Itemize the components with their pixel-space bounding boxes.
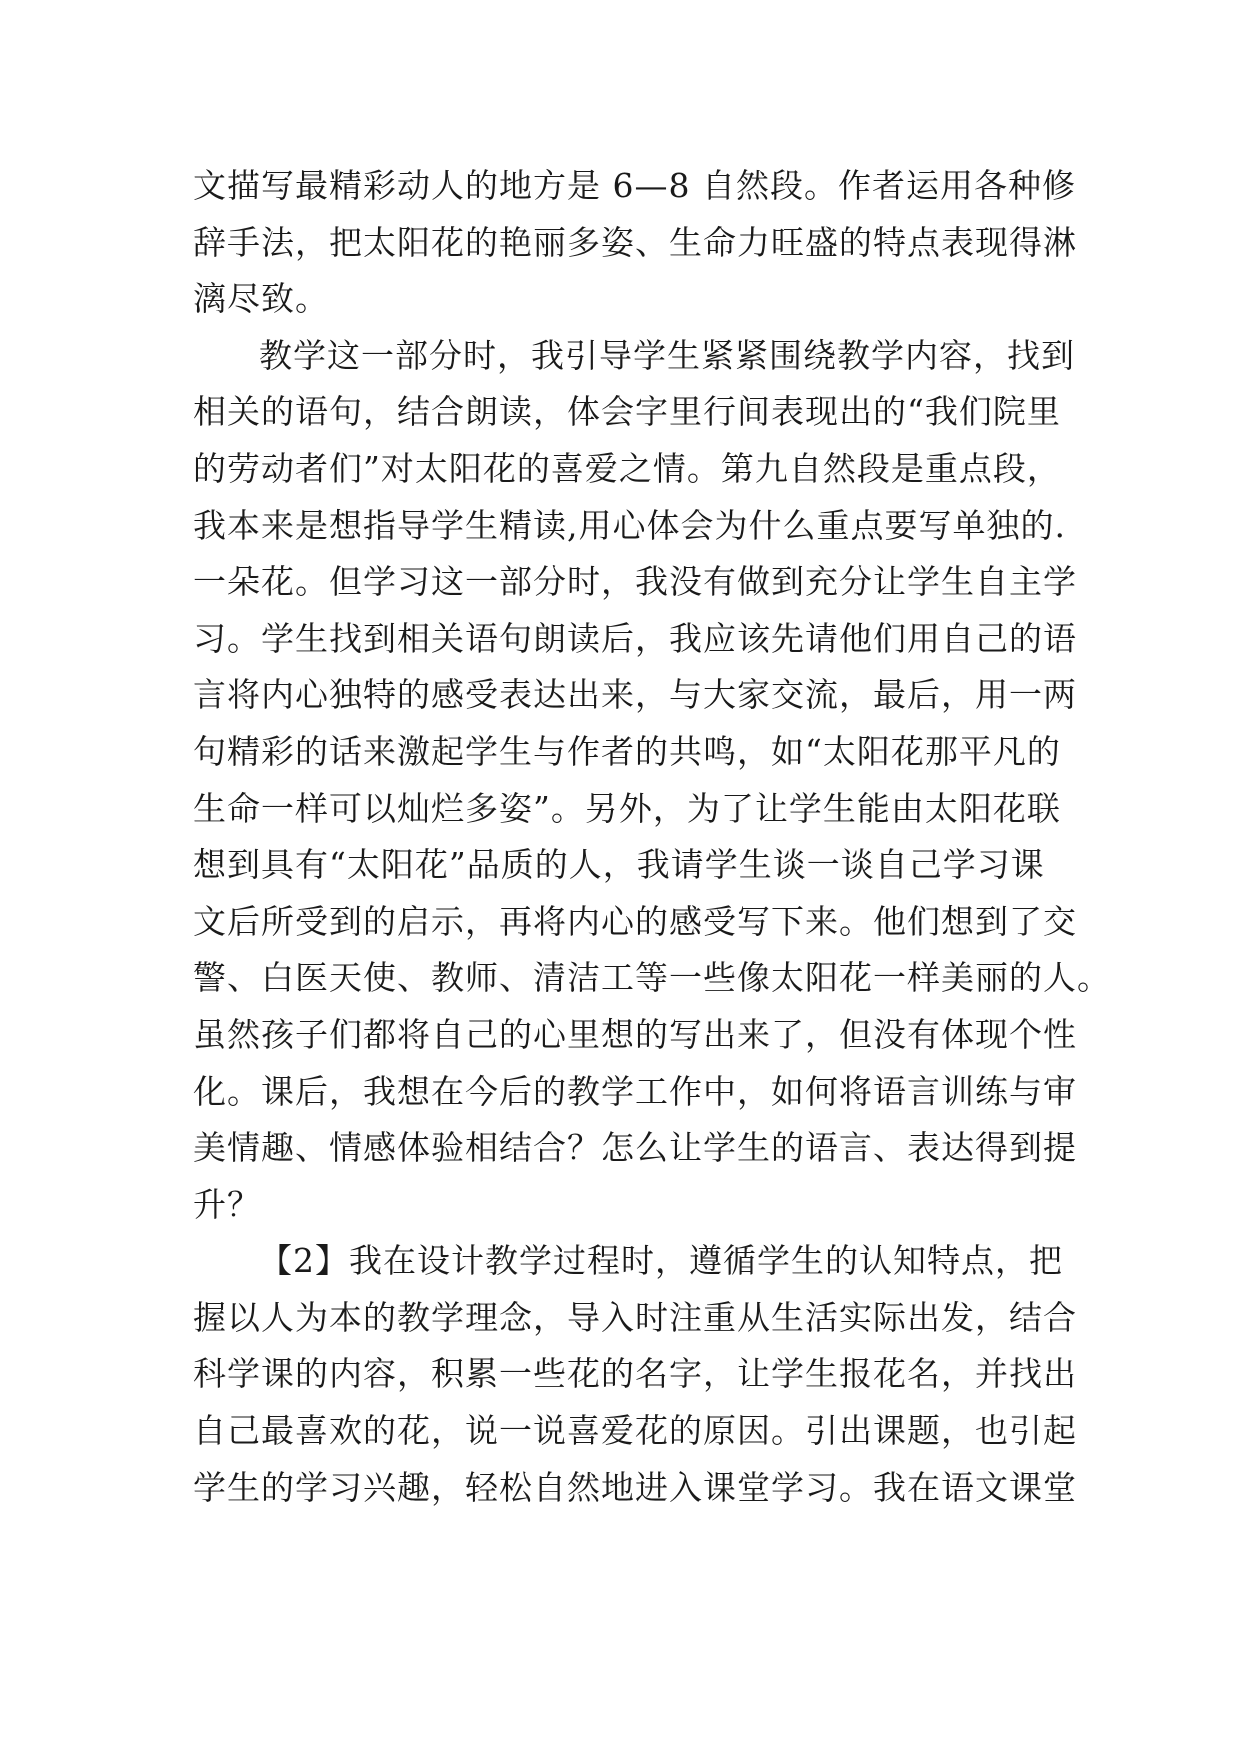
body-text xyxy=(193,158,1111,1516)
paragraph-1 xyxy=(193,158,1077,328)
text-line: 文后所受到的启示，再将内心的感受写下来。他们想到了交 xyxy=(193,901,1077,941)
text-line: 升？ xyxy=(193,1184,261,1224)
text-line: 想到具有“太阳花”品质的人，我请学生谈一谈自己学习课 xyxy=(193,845,1045,885)
paragraph-3 xyxy=(193,1233,1077,1516)
text-line: 相关的语句，结合朗读，体会字里行间表现出的“我们院里 xyxy=(193,392,1061,432)
text-line: 句精彩的话来激起学生与作者的共鸣，如“太阳花那平凡的 xyxy=(193,731,1061,771)
text-line: 学生的学习兴趣，轻松自然地进入课堂学习。我在语文课堂 xyxy=(193,1467,1077,1507)
text-line: 一朵花。但学习这一部分时，我没有做到充分让学生自主学 xyxy=(193,562,1077,602)
text-line: 握以人为本的教学理念，导入时注重从生活实际出发，结合 xyxy=(193,1297,1077,1337)
text-line: 生命一样可以灿烂多姿”。另外，为了让学生能由太阳花联 xyxy=(193,788,1061,828)
text-line: 辞手法，把太阳花的艳丽多姿、生命力旺盛的特点表现得淋 xyxy=(193,222,1077,262)
text-line: 【2】我在设计教学过程时，遵循学生的认知特点，把 xyxy=(259,1241,1063,1281)
paragraph-2 xyxy=(193,328,1111,1234)
text-line: 教学这一部分时，我引导学生紧紧围绕教学内容，找到 xyxy=(259,335,1075,375)
text-line: 虽然孩子们都将自己的心里想的写出来了，但没有体现个性 xyxy=(193,1014,1077,1054)
text-line: 的劳动者们”对太阳花的喜爱之情。第九自然段是重点段， xyxy=(193,448,1061,488)
text-line: 文描写最精彩动人的地方是 6—8 自然段。作者运用各种修 xyxy=(193,166,1076,205)
text-line: 习。学生找到相关语句朗读后，我应该先请他们用自己的语 xyxy=(193,618,1077,658)
text-line: 化。课后，我想在今后的教学工作中，如何将语言训练与审 xyxy=(193,1071,1077,1111)
text-line: 科学课的内容，积累一些花的名字，让学生报花名，并找出 xyxy=(193,1354,1077,1394)
text-line: 言将内心独特的感受表达出来，与大家交流，最后，用一两 xyxy=(193,675,1077,715)
text-line: 美情趣、情感体验相结合？怎么让学生的语言、表达得到提 xyxy=(193,1128,1077,1168)
text-line: 警、白医天使、教师、清洁工等一些像太阳花一样美丽的人。 xyxy=(193,958,1111,998)
text-line: 漓尽致。 xyxy=(193,279,329,319)
text-line: 我本来是想指导学生精读,用心体会为什么重点要写单独的. xyxy=(193,505,1066,545)
text-line: 自己最喜欢的花，说一说喜爱花的原因。引出课题，也引起 xyxy=(193,1411,1077,1451)
